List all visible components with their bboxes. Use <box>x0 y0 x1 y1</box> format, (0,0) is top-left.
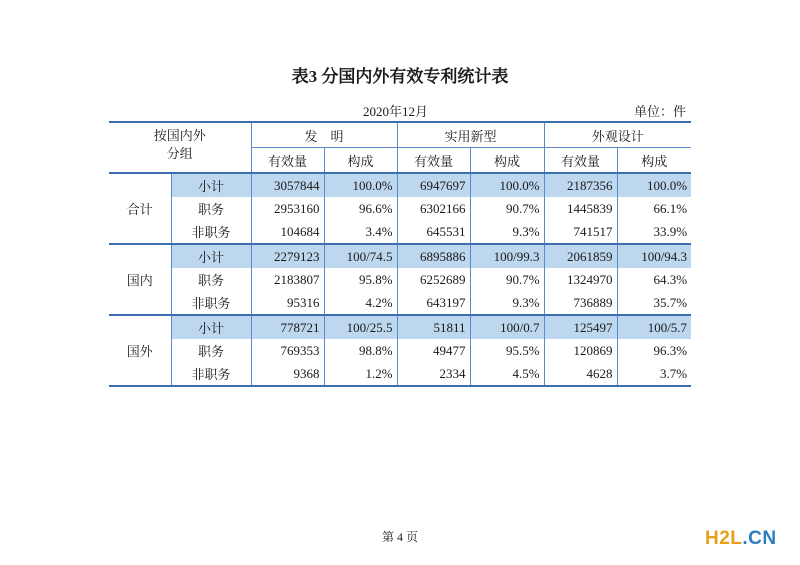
table-cell: 100.0% <box>470 173 544 197</box>
patent-stats-table <box>109 121 691 387</box>
table-cell: 95.8% <box>324 268 397 291</box>
table-cell: 66.1% <box>617 197 691 220</box>
table-cell: 6895886 <box>397 244 470 268</box>
table-cell: 95.5% <box>470 339 544 362</box>
table-cell: 125497 <box>544 315 617 339</box>
table-row <box>109 339 691 362</box>
table-cell: 100/5.7 <box>617 315 691 339</box>
table-row <box>109 220 691 244</box>
table-cell: 98.8% <box>324 339 397 362</box>
table-cell: 741517 <box>544 220 617 244</box>
table-cell: 3057844 <box>251 173 324 197</box>
row-label: 非职务 <box>171 291 251 315</box>
category-invention: 发 明 <box>251 122 397 148</box>
table-cell: 3.7% <box>617 362 691 386</box>
row-label: 小计 <box>171 173 251 197</box>
table-row <box>109 315 691 339</box>
table-cell: 2953160 <box>251 197 324 220</box>
subcol-header: 有效量 <box>251 148 324 174</box>
table-cell: 35.7% <box>617 291 691 315</box>
group-header-line2: 分组 <box>166 146 193 161</box>
watermark-logo: H2L.CN <box>705 528 777 549</box>
table-cell: 64.3% <box>617 268 691 291</box>
row-label: 小计 <box>171 315 251 339</box>
table-cell: 643197 <box>397 291 470 315</box>
table-cell: 95316 <box>251 291 324 315</box>
subcol-header: 有效量 <box>397 148 470 174</box>
table-cell: 4.5% <box>470 362 544 386</box>
table-row <box>109 173 691 197</box>
subcol-header: 构成 <box>324 148 397 174</box>
table-cell: 100/74.5 <box>324 244 397 268</box>
table-cell: 1445839 <box>544 197 617 220</box>
table-cell: 96.3% <box>617 339 691 362</box>
table-cell: 1324970 <box>544 268 617 291</box>
table-row <box>109 362 691 386</box>
table-cell: 6252689 <box>397 268 470 291</box>
table-cell: 2279123 <box>251 244 324 268</box>
table-cell: 4.2% <box>324 291 397 315</box>
table-cell: 9368 <box>251 362 324 386</box>
table-cell: 6947697 <box>397 173 470 197</box>
table-cell: 100/25.5 <box>324 315 397 339</box>
table-cell: 33.9% <box>617 220 691 244</box>
report-date: 2020年12月 <box>363 104 429 119</box>
category-utility-model: 实用新型 <box>397 122 544 148</box>
row-label: 职务 <box>171 339 251 362</box>
row-label: 小计 <box>171 244 251 268</box>
page-number: 第 4 页 <box>381 530 418 544</box>
table-cell: 100.0% <box>617 173 691 197</box>
table-cell: 736889 <box>544 291 617 315</box>
group-label: 国外 <box>109 315 171 386</box>
group-header-cell <box>109 122 251 173</box>
row-label: 非职务 <box>171 362 251 386</box>
table-cell: 96.6% <box>324 197 397 220</box>
subcol-header: 构成 <box>617 148 691 174</box>
subcol-header: 有效量 <box>544 148 617 174</box>
group-header-line1: 按国内外 <box>153 128 206 143</box>
table-cell: 120869 <box>544 339 617 362</box>
table-row <box>109 291 691 315</box>
subcol-header: 构成 <box>470 148 544 174</box>
row-label: 职务 <box>171 268 251 291</box>
row-label: 非职务 <box>171 220 251 244</box>
table-cell: 100.0% <box>324 173 397 197</box>
table-row <box>109 244 691 268</box>
table-cell: 51811 <box>397 315 470 339</box>
table-cell: 778721 <box>251 315 324 339</box>
table-cell: 645531 <box>397 220 470 244</box>
table-cell: 4628 <box>544 362 617 386</box>
table-cell: 90.7% <box>470 268 544 291</box>
group-label: 合计 <box>109 173 171 244</box>
table-cell: 2061859 <box>544 244 617 268</box>
table-cell: 769353 <box>251 339 324 362</box>
table-row <box>109 268 691 291</box>
table-cell: 90.7% <box>470 197 544 220</box>
table-cell: 9.3% <box>470 291 544 315</box>
table-row <box>109 197 691 220</box>
table-cell: 49477 <box>397 339 470 362</box>
table-cell: 100/0.7 <box>470 315 544 339</box>
table-cell: 3.4% <box>324 220 397 244</box>
table-cell: 104684 <box>251 220 324 244</box>
table-cell: 9.3% <box>470 220 544 244</box>
table-cell: 1.2% <box>324 362 397 386</box>
header-row-categories <box>109 122 691 148</box>
row-label: 职务 <box>171 197 251 220</box>
page-title: 表3 分国内外有效专利统计表 <box>291 67 509 86</box>
unit-label: 单位：件 <box>634 104 687 119</box>
table-cell: 100/94.3 <box>617 244 691 268</box>
table-cell: 6302166 <box>397 197 470 220</box>
category-design: 外观设计 <box>544 122 691 148</box>
group-label: 国内 <box>109 244 171 315</box>
table-cell: 2183807 <box>251 268 324 291</box>
table-cell: 100/99.3 <box>470 244 544 268</box>
table-cell: 2187356 <box>544 173 617 197</box>
table-cell: 2334 <box>397 362 470 386</box>
